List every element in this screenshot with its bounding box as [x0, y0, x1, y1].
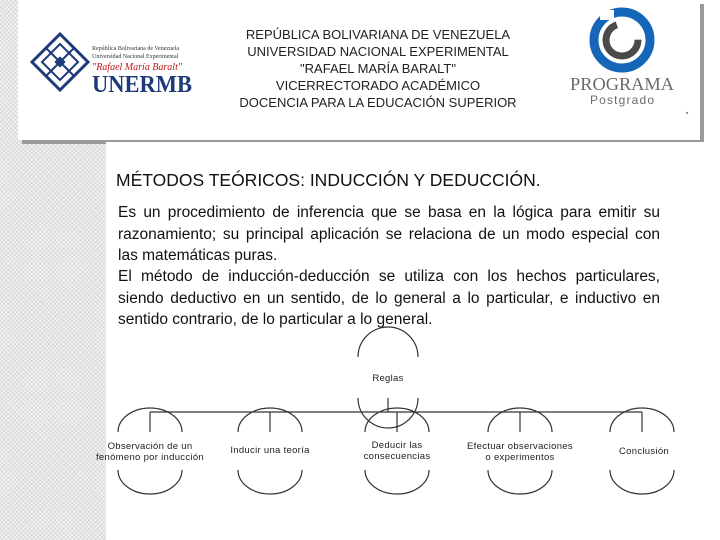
node-consequences-line-1: Deducir las [371, 440, 423, 451]
logo-wordmark: UNERMB [92, 72, 192, 98]
corner-mark: ■ [686, 110, 689, 115]
node-observation-line-1: Observación de un [107, 441, 193, 452]
postgrado-word: Postgrado [590, 93, 654, 107]
programa-word: PROGRAMA [570, 74, 674, 94]
node-conclusion-line-1: Conclusión [619, 446, 669, 457]
slide-title: MÉTODOS TEÓRICOS: INDUCCIÓN Y DEDUCCIÓN. [116, 170, 541, 190]
logo-line-2: Universidad Nacional Experimental [92, 54, 179, 60]
node-conclusion [604, 446, 684, 457]
paragraph-definition: Es un procedimiento de inferencia que se basa en la lógica para emitir su razonamiento; su principal aplicación se relaciona de un modo especial con las matemáticas puras. [118, 204, 660, 264]
node-experiments-line-1: Efectuar observaciones [467, 441, 573, 452]
node-observation-line-2: fenómeno por inducción [95, 452, 204, 463]
root-node-label: Reglas [372, 373, 404, 384]
node-experiments [462, 441, 578, 463]
node-theory-line-1: Inducir una teoría [230, 445, 310, 456]
logo-script-name: "Rafael María Baralt" [92, 62, 183, 73]
paragraph-method: El método de inducción-deducción se utiliza con los hechos particulares, siendo deductivo en un sentido, de lo general a lo particular, e inductivo en sentido contrario, de lo particular a lo general. [118, 268, 660, 328]
node-consequences [347, 440, 447, 462]
node-theory [220, 445, 320, 456]
node-consequences-line-2: consecuencias [363, 451, 431, 462]
node-experiments-line-2: o experimentos [485, 452, 555, 463]
header-line-vicerrectorado: VICERRECTORADO ACADÉMICO [275, 78, 481, 93]
root-node-arc [358, 327, 418, 357]
node-observation [90, 441, 210, 463]
header-line-docencia: DOCENCIA PARA LA EDUCACIÓN SUPERIOR [239, 95, 517, 110]
header-line-country: REPÚBLICA BOLIVARIANA DE VENEZUELA [245, 27, 511, 42]
header-line-name: "RAFAEL MARÍA BARALT" [300, 61, 456, 76]
logo-line-1: República Bolivariana de Venezuela [92, 46, 180, 52]
header-line-university: UNIVERSIDAD NACIONAL EXPERIMENTAL [247, 44, 509, 59]
